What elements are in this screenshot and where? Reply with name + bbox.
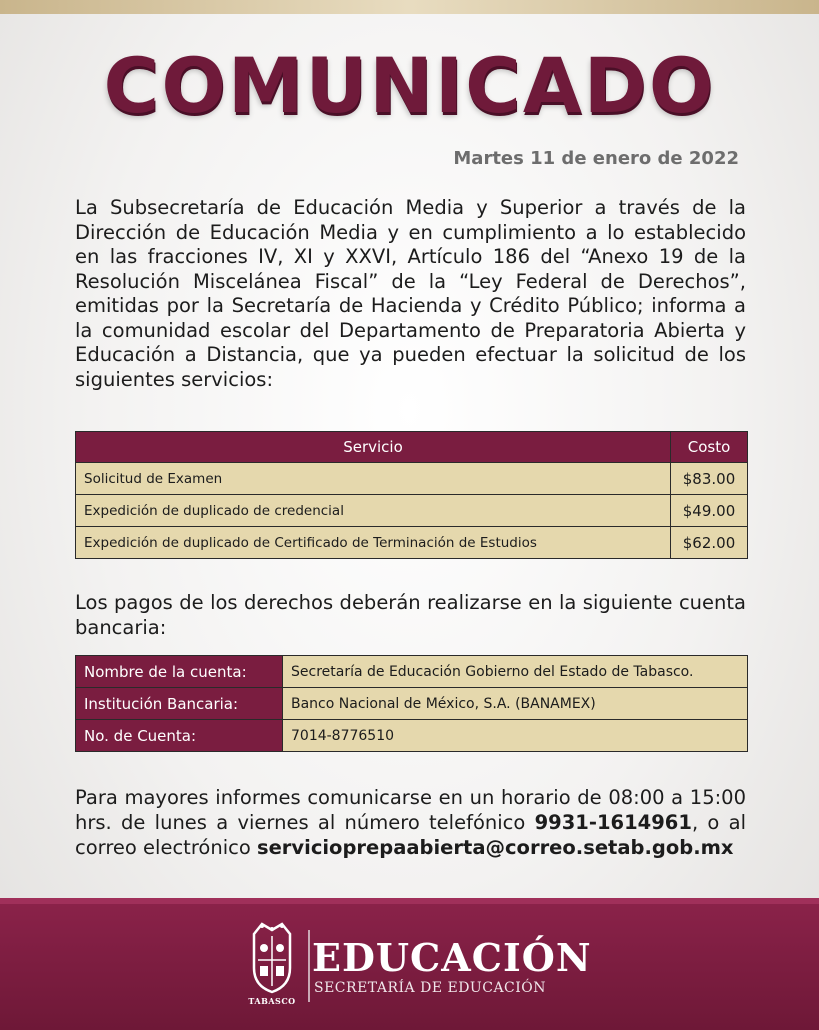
contact-text: Para mayores informes comunicarse en un horario de 08:00 a 15:00 hrs. de lunes a viernes al número telefónico bbox=[75, 786, 746, 834]
service-column-header: Servicio bbox=[76, 432, 671, 463]
table-row bbox=[76, 720, 748, 752]
bank-institution-label: Institución Bancaria: bbox=[76, 688, 283, 720]
bank-institution-value: Banco Nacional de México, S.A. (BANAMEX) bbox=[283, 688, 748, 720]
tabasco-coat-of-arms-icon bbox=[246, 920, 298, 996]
email-address[interactable]: servicioprepaabierta@correo.setab.gob.mx bbox=[256, 836, 734, 859]
date-text: Martes 11 de enero de 2022 bbox=[453, 148, 739, 169]
footer-divider bbox=[308, 930, 310, 1002]
bank-account-table bbox=[75, 655, 748, 752]
org-subtitle: SECRETARÍA DE EDUCACIÓN bbox=[314, 980, 547, 996]
org-name: EDUCACIÓN bbox=[312, 935, 592, 980]
table-row bbox=[76, 656, 748, 688]
payment-paragraph: Los pagos de los derechos deberán realizarse en la siguiente cuenta bancaria: bbox=[75, 591, 746, 639]
account-number-label: No. de Cuenta: bbox=[76, 720, 283, 752]
table-row bbox=[76, 527, 748, 559]
contact-paragraph bbox=[75, 785, 746, 860]
services-header-row bbox=[76, 432, 748, 463]
cost-cell: $83.00 bbox=[671, 463, 748, 495]
services-table bbox=[75, 431, 748, 559]
contact-text-between: , o al correo electrónico bbox=[75, 811, 746, 859]
seal-label: TABASCO bbox=[248, 996, 296, 1006]
intro-paragraph: La Subsecretaría de Educación Media y Superior a través de la Dirección de Educación Media y en cumplimiento a lo establecido en las fracciones IV, XI y XXVI, Artículo 186 del “Anexo 19 de la Resolución Miscelánea Fiscal” de la “Ley Federal de Derechos”, emitidas por la Secretaría de Hacienda y Crédito Público; informa a la comunidad escolar del Departamento de Preparatoria Abierta y Educación a Distancia, que ya pueden efectuar la solicitud de los siguientes servicios: bbox=[75, 196, 746, 391]
service-cell: Expedición de duplicado de credencial bbox=[76, 495, 671, 527]
account-name-label: Nombre de la cuenta: bbox=[76, 656, 283, 688]
service-cell: Solicitud de Examen bbox=[76, 463, 671, 495]
cost-column-header: Costo bbox=[671, 432, 748, 463]
account-number-value: 7014-8776510 bbox=[283, 720, 748, 752]
account-name-value: Secretaría de Educación Gobierno del Estado de Tabasco. bbox=[283, 656, 748, 688]
table-row bbox=[76, 463, 748, 495]
page-title: COMUNICADO bbox=[103, 41, 716, 130]
service-cell: Expedición de duplicado de Certificado de Terminación de Estudios bbox=[76, 527, 671, 559]
top-gold-bar bbox=[0, 0, 819, 14]
table-row bbox=[76, 495, 748, 527]
cost-cell: $62.00 bbox=[671, 527, 748, 559]
phone-number: 9931-1614961 bbox=[534, 811, 692, 834]
table-row bbox=[76, 688, 748, 720]
cost-cell: $49.00 bbox=[671, 495, 748, 527]
